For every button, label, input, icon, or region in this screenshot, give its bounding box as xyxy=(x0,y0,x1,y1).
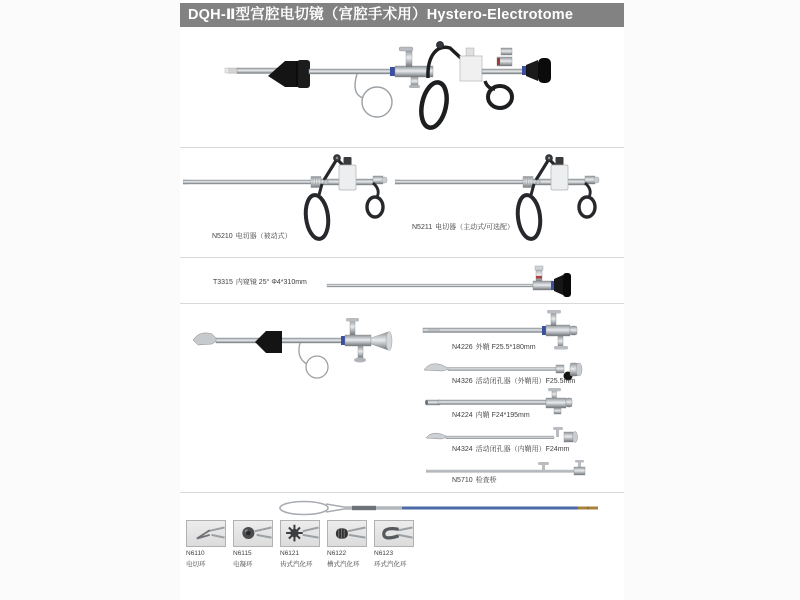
product-label-n5210 xyxy=(212,233,292,241)
electrode-tip-image xyxy=(233,520,273,547)
electrode-thumb-n6123 xyxy=(374,520,420,568)
product-label-n4324 xyxy=(452,446,569,454)
electrode-name: 槽式汽化环 xyxy=(327,560,360,568)
product-label-t3315 xyxy=(213,279,307,287)
product-desc: 检查桥 xyxy=(475,477,497,484)
product-model: N4226 xyxy=(452,344,473,351)
electrode-model: N6110 xyxy=(186,550,205,557)
product-desc: 内窥镜 25° Φ4*310mm xyxy=(235,279,307,286)
product-model: N4326 xyxy=(452,378,473,385)
electrode-model: N6115 xyxy=(233,550,252,557)
product-label-n5710 xyxy=(452,477,497,485)
product-desc: 活动闭孔器（内鞘用）F24mm xyxy=(475,446,570,453)
electrode-thumb-n6122 xyxy=(327,520,373,568)
product-label-n4226 xyxy=(452,344,536,352)
electrode-tip-image xyxy=(374,520,414,547)
separator-1 xyxy=(180,147,624,148)
electrode-model: N6123 xyxy=(374,550,394,557)
product-model: N5211 xyxy=(412,224,433,231)
electrode-tip-image xyxy=(186,520,226,547)
electrode-tip-image xyxy=(327,520,367,547)
working-element-n5211-image xyxy=(395,150,600,250)
product-desc: 电切器（被动式） xyxy=(235,233,292,240)
assembled-sheath-image xyxy=(188,318,403,388)
page-title: DQH-Ⅱ型宫腔电切镜（宫腔手术用）Hystero-Electrotome xyxy=(188,7,574,23)
bridge-n5710-image xyxy=(426,460,586,480)
electrode-model: N6121 xyxy=(280,550,300,557)
product-label-n5211 xyxy=(412,224,514,232)
product-model: N5710 xyxy=(452,477,473,484)
electrode-name: 环式汽化环 xyxy=(374,560,407,568)
content-column xyxy=(180,0,624,600)
product-model: N5210 xyxy=(212,233,233,240)
main-resectoscope-image xyxy=(205,36,585,144)
electrode-name: 齿式汽化环 xyxy=(280,560,313,568)
product-desc: 内鞘 F24*195mm xyxy=(475,412,530,419)
electrode-name: 电切环 xyxy=(186,560,206,568)
separator-2 xyxy=(180,257,624,258)
separator-4 xyxy=(180,492,624,493)
electrode-thumb-n6115 xyxy=(233,520,279,568)
electrode-thumb-n6121 xyxy=(280,520,326,568)
electrode-tip-image xyxy=(280,520,320,547)
electrode-name: 电凝环 xyxy=(233,560,253,568)
product-model: N4324 xyxy=(452,446,473,453)
product-desc: 外鞘 F25.5*180mm xyxy=(475,344,536,351)
loop-electrode-image xyxy=(278,499,603,517)
product-model: N4224 xyxy=(452,412,473,419)
product-desc: 活动闭孔器（外鞘用）F25.5mm xyxy=(475,378,576,385)
header-bar xyxy=(180,3,624,27)
separator-3 xyxy=(180,303,624,304)
electrode-thumb-n6110 xyxy=(186,520,232,568)
product-label-n4224 xyxy=(452,412,530,420)
telescope-t3315-image xyxy=(325,262,573,298)
electrode-model: N6122 xyxy=(327,550,347,557)
product-desc: 电切器（主动式/可选配） xyxy=(435,224,515,231)
product-model: T3315 xyxy=(213,279,233,286)
product-label-n4326 xyxy=(452,378,575,386)
